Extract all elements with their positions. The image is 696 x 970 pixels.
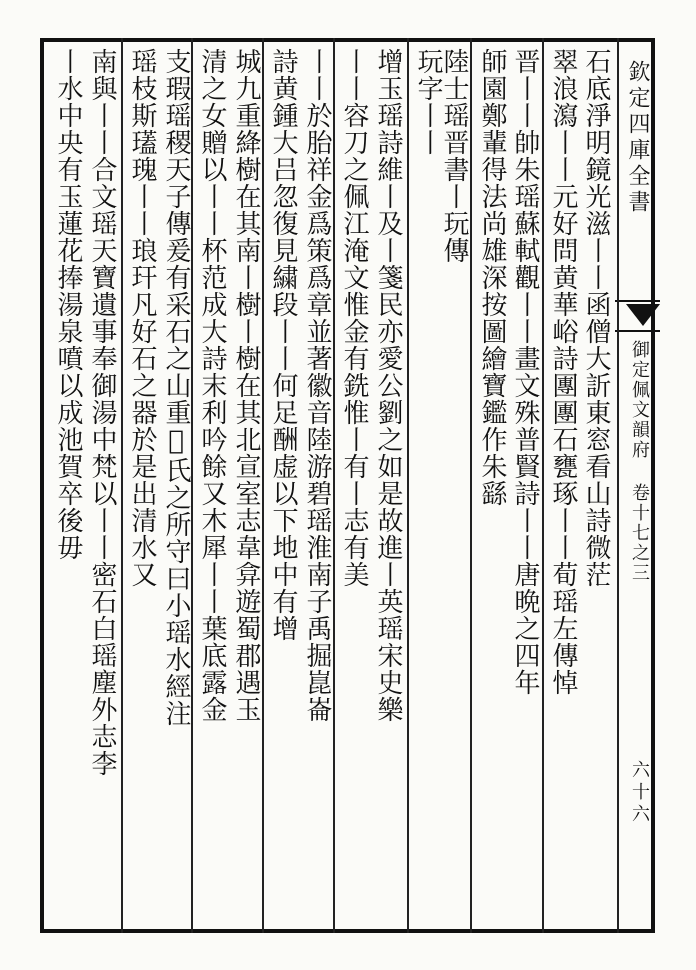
column-rule [617, 38, 619, 933]
page-number-margin [624, 760, 658, 850]
column-text: 南與丨丨合文瑶天寶遺事奉御湯中梵以丨丨密石白瑶塵外志李 [87, 48, 117, 777]
book-title: 欽定四庫全書 [625, 60, 650, 216]
fishtail-line-top [615, 300, 660, 302]
column-text: 支瑕瑶稷天子傳爰有采石之山重𨛜氏之所守曰小瑶水經注 [161, 48, 191, 727]
column-text: 城九重絳樹在其南丨樹丨樹在其北宣室志韋弇遊蜀郡遇玉 [231, 48, 261, 723]
fishtail-line-bottom [615, 330, 660, 332]
text-column [545, 48, 581, 918]
column-text: 翠浪瀉丨丨元好問黄華峪詩團團石甕琢丨丨荀瑶左傳悼 [548, 48, 578, 696]
column-text: 丨丨容刀之佩江淹文惟金有銑惟丨有丨志有美 [339, 48, 369, 588]
text-column [194, 48, 230, 918]
column-text: 丨水中央有玉蓮花捧湯泉噴以成池賀卒後毋 [53, 48, 83, 561]
text-column [299, 48, 335, 918]
text-column [336, 48, 372, 918]
column-text: 增玉瑶詩維丨及丨箋民亦愛公劉之如是故進丨英瑶宋史樂 [373, 48, 403, 723]
column-text: 詩黄鍾大吕忽復見繍段丨丨何足酬虚以下地中有增 [268, 48, 298, 642]
page-number: 六十六 [629, 760, 650, 826]
column-text: 瑶枝斯瓂瑰丨丨琅玕凡好石之器於是出清水又 [127, 48, 157, 588]
section-title-margin [624, 340, 658, 660]
text-column [474, 48, 510, 918]
text-column [228, 48, 264, 918]
text-column [158, 48, 194, 918]
book-title-margin [622, 60, 656, 290]
column-text: 陸士瑶晋書丨玩傳 [439, 48, 469, 264]
text-column [50, 48, 86, 918]
column-text: 師園鄭輩得法尚雄深按圖繪寶鑑作朱繇 [477, 48, 507, 507]
text-column [507, 48, 543, 918]
text-column [410, 48, 446, 918]
column-text: 石底淨明鏡光滋丨丨函僧大訢東窓看山詩微茫 [581, 48, 611, 588]
column-text: 玩字丨丨 [413, 48, 443, 156]
text-column [370, 48, 406, 918]
column-text: 清之女贈以丨丨杯范成大詩末利吟餘又木犀丨丨葉底露金 [197, 48, 227, 723]
text-column [124, 48, 160, 918]
text-column [578, 48, 614, 918]
fishtail-mark [626, 304, 660, 326]
column-rule [407, 38, 409, 933]
section-title: 御定佩文韻府 卷十七之三 [629, 340, 650, 583]
column-rule [121, 38, 123, 933]
column-text: 丨丨於胎祥金爲策爲章並著徽音陸游碧瑶淮南子禹掘崑崙 [302, 48, 332, 723]
text-column [265, 48, 301, 918]
text-column [84, 48, 120, 918]
column-text: 晋丨丨帥朱瑶蘇軾觀丨丨畫文殊普賢詩丨丨唐晩之四年 [510, 48, 540, 696]
